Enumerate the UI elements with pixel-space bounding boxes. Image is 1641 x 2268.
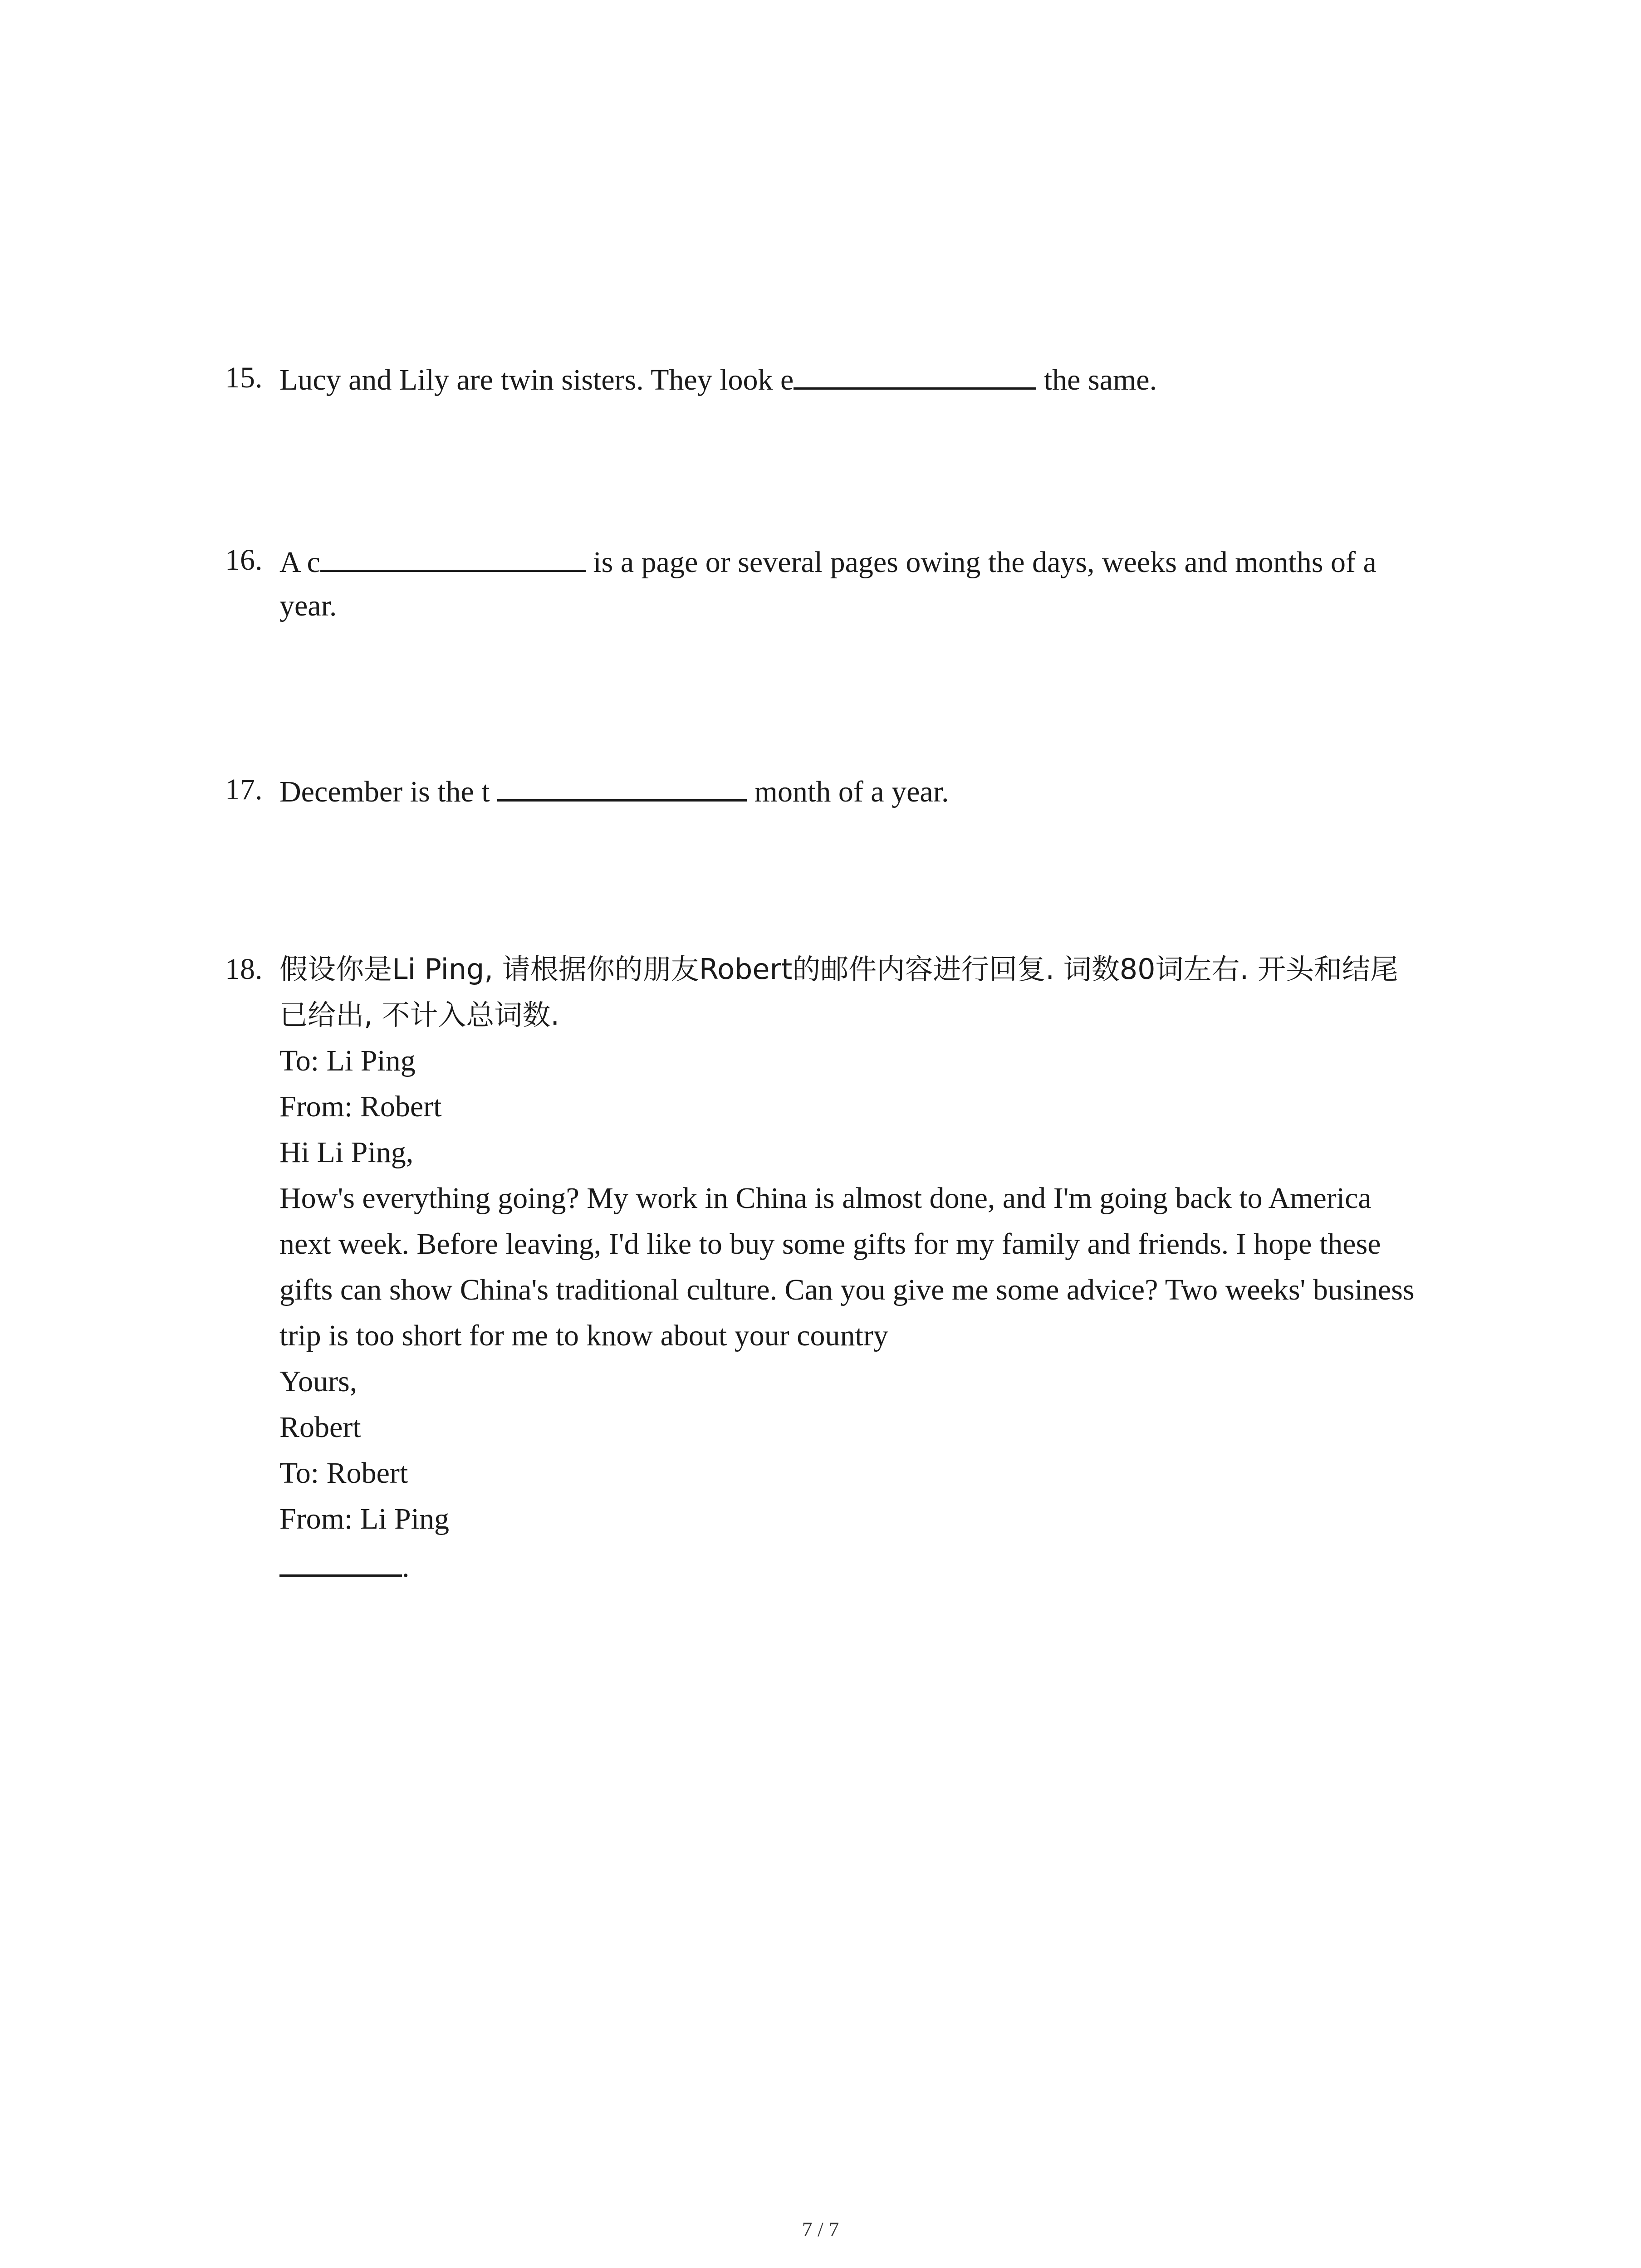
email-greeting: Hi Li Ping, [279, 1136, 414, 1169]
email-closing: Yours, [279, 1365, 358, 1398]
email-signature: Robert [279, 1411, 361, 1444]
question-text: is a page or several pages owing the days, weeks and months of a [585, 546, 1376, 579]
email-body-line: next week. Before leaving, I'd like to buy some gifts for my family and friends. I hope these [279, 1227, 1381, 1261]
email-to: To: Li Ping [279, 1044, 416, 1077]
page-number: 7 / 7 [802, 2218, 839, 2241]
question-text: year. [279, 589, 337, 622]
instruction-text: 已给出, 不计入总词数. [279, 998, 560, 1031]
answer-blank[interactable] [320, 537, 586, 572]
question-number: 16. [225, 543, 263, 577]
question-text: month of a year. [747, 775, 949, 808]
reply-from: From: Li Ping [279, 1502, 450, 1535]
reply-blank-suffix: . [402, 1550, 410, 1584]
question-number: 17. [225, 773, 263, 806]
question-text: Lucy and Lily are twin sisters. They look e [279, 363, 794, 396]
email-body-line: How's everything going? My work in China is almost done, and I'm going back to America [279, 1182, 1372, 1215]
instruction-text: 假设你是Li Ping, 请根据你的朋友Robert的邮件内容进行回复. 词数80词左右. 开头和结尾 [279, 953, 1399, 986]
question-number: 15. [225, 361, 263, 394]
question-text: December is the t [279, 775, 498, 808]
question-number: 18. [225, 953, 263, 986]
answer-blank[interactable] [794, 355, 1036, 390]
email-body-line: gifts can show China's traditional culture. Can you give me some advice? Two weeks' business [279, 1273, 1415, 1306]
reply-answer-blank[interactable] [279, 1542, 402, 1577]
reply-to: To: Robert [279, 1457, 408, 1490]
question-text: A c [279, 546, 320, 579]
email-body-line: trip is too short for me to know about your country [279, 1319, 888, 1352]
email-from: From: Robert [279, 1090, 442, 1123]
question-text: the same. [1036, 363, 1157, 396]
answer-blank[interactable] [497, 767, 747, 802]
